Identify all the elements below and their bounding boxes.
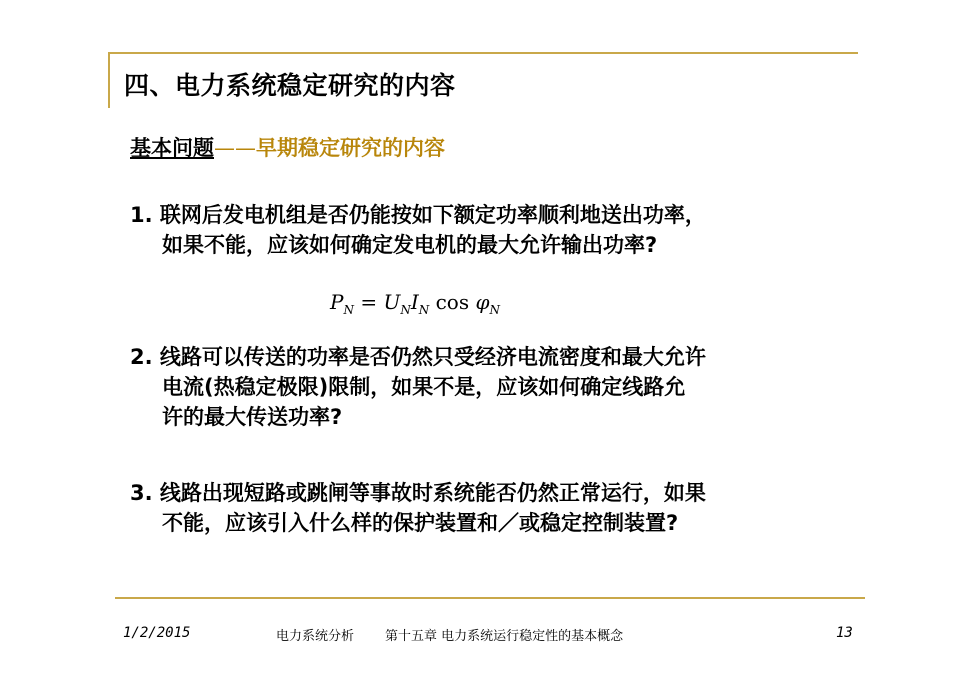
question-item-2 [130,342,706,432]
footer-course-name: 电力系统分析 [276,629,355,644]
question-3-line-2: 不能，应该引入什么样的保护装置和／或稳定控制装置? [162,511,679,535]
formula-I: I [410,290,419,314]
formula-sub-3: N [418,303,430,317]
title-frame-top-rule [108,52,858,54]
footer-date: 1/2/2015 [123,625,191,641]
footer-page-number: 13 [836,625,853,641]
subtitle-dash: —— [214,136,256,160]
question-1-line-2: 如果不能，应该如何确定发电机的最大允许输出功率? [162,233,658,257]
slide-subtitle [130,132,445,162]
question-2-line-2: 电流(热稳定极限)限制，如果不是，应该如何确定线路允 [162,375,686,399]
question-3-line-1: 3. 线路出现短路或跳闸等事故时系统能否仍然正常运行，如果 [130,481,706,505]
question-item-3 [130,478,706,538]
subtitle-rest: 早期稳定研究的内容 [256,136,445,160]
question-2-line-1: 2. 线路可以传送的功率是否仍然只受经济电流密度和最大允许 [130,345,706,369]
question-item-1 [130,200,706,260]
question-2-line-3: 许的最大传送功率? [162,405,343,429]
subtitle-underlined: 基本问题 [130,136,214,160]
formula-sub-1: N [343,303,354,317]
formula-cos: cos [435,290,470,314]
formula-U: U [383,290,401,314]
formula-equals: = [360,290,378,314]
formula-P: P [330,290,344,314]
formula-sub-2: N [400,303,411,317]
question-1-line-1: 1. 联网后发电机组是否仍能按如下额定功率顺利地送出功率， [130,203,706,227]
footer-chapter-name: 第十五章 电力系统运行稳定性的基本概念 [385,629,624,644]
formula-phi: φ [475,290,490,314]
formula-sub-4: N [489,303,500,317]
title-frame-left-rule [108,52,110,108]
footer-rule [115,597,865,599]
rated-power-formula [330,290,500,317]
slide-title: 四、电力系统稳定研究的内容 [124,71,456,100]
